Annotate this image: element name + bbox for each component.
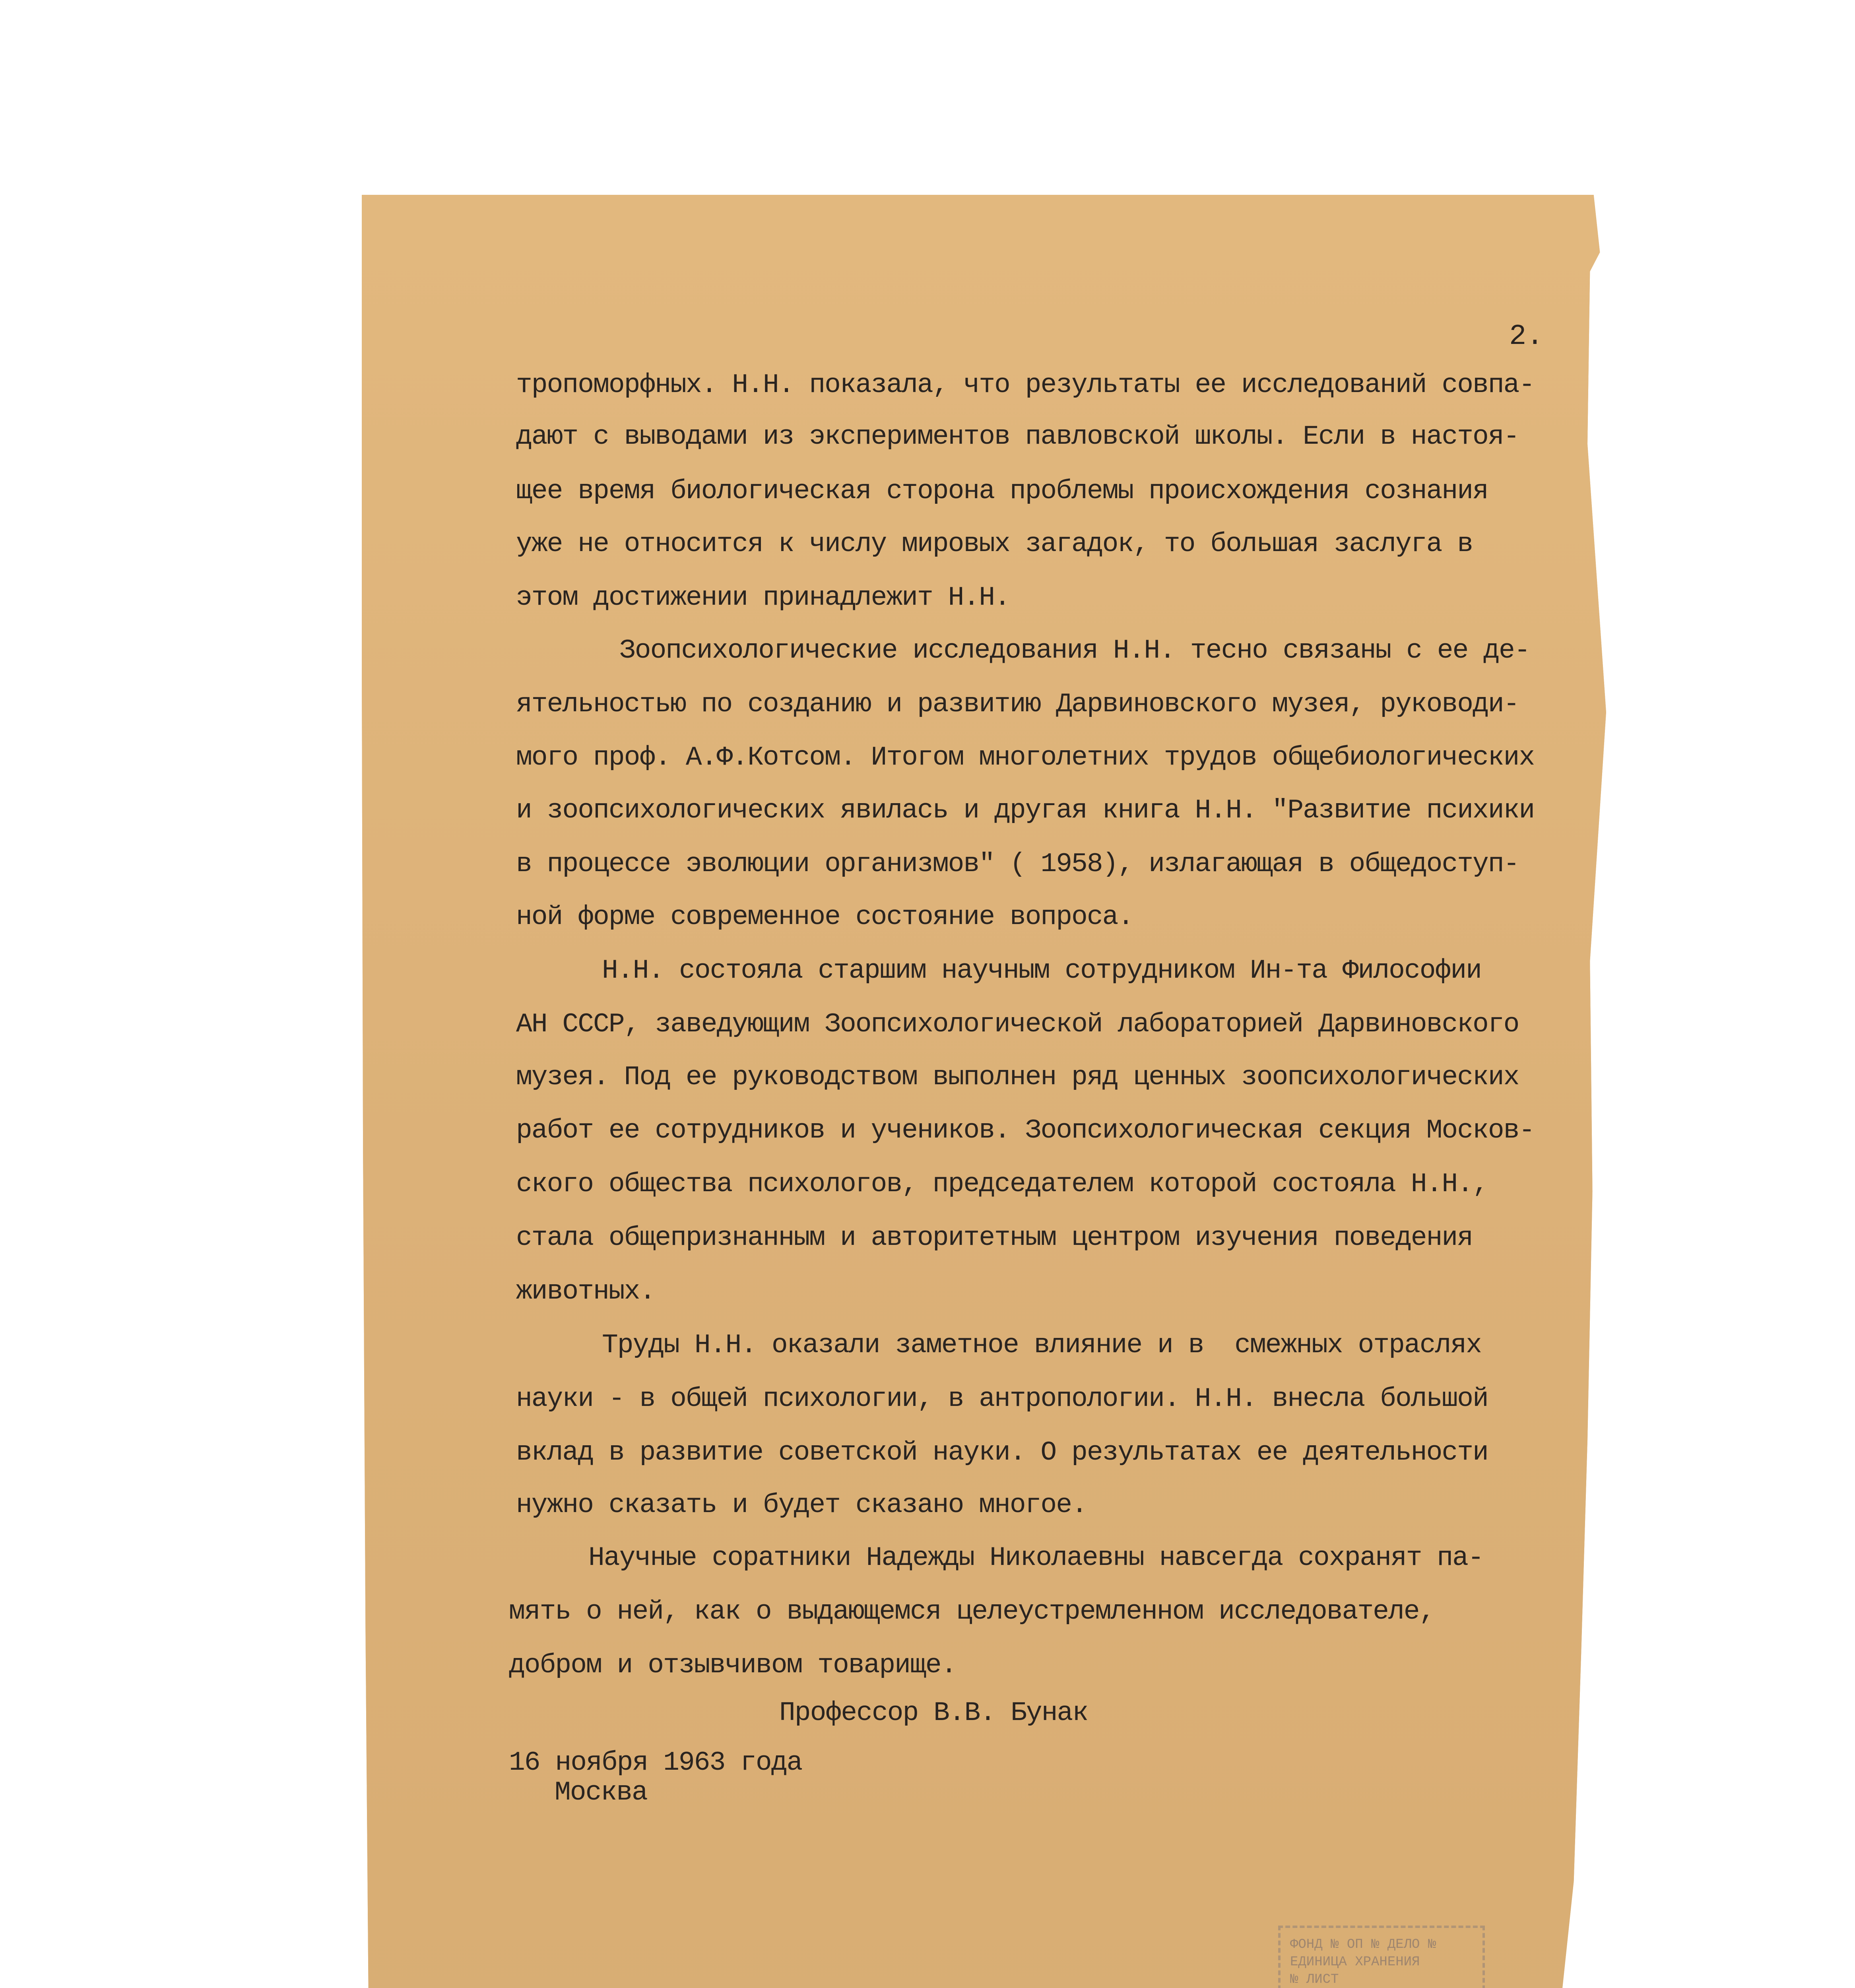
text-line: Научные соратники Надежды Николаевны навсегда сохранят па- xyxy=(588,1543,1483,1573)
text-line: ной форме современное состояние вопроса. xyxy=(516,902,1133,932)
text-line: работ ее сотрудников и учеников. Зоопсихологическая секция Москов- xyxy=(516,1115,1535,1146)
page-number: 2. xyxy=(1509,320,1544,353)
city-line: Москва xyxy=(555,1777,647,1808)
text-line: вклад в развитие советской науки. О результатах ее деятельности xyxy=(516,1437,1488,1468)
stamp-line: ФОНД № ОП № ДЕЛО № xyxy=(1290,1937,1436,1952)
text-line: Н.Н. состояла старшим научным сотрудником Ин-та Философии xyxy=(602,955,1481,986)
text-line: АН СССР, заведующим Зоопсихологической лабораторией Дарвиновского xyxy=(516,1009,1519,1040)
text-line: мого проф. А.Ф.Котсом. Итогом многолетних трудов общебиологических xyxy=(516,742,1535,773)
text-line: мять о ней, как о выдающемся целеустремленном исследователе, xyxy=(509,1596,1435,1627)
text-line: этом достижении принадлежит Н.Н. xyxy=(516,582,1010,613)
text-line: дают с выводами из экспериментов павловской школы. Если в настоя- xyxy=(516,421,1519,452)
text-line: щее время биологическая сторона проблемы происхождения сознания xyxy=(516,476,1488,507)
stamp-line: ЕДИНИЦА ХРАНЕНИЯ xyxy=(1290,1955,1420,1970)
text-line: ского общества психологов, председателем которой состояла Н.Н., xyxy=(516,1169,1488,1200)
text-line: музея. Под ее руководством выполнен ряд ценных зоопсихологических xyxy=(516,1062,1519,1093)
text-line: нужно сказать и будет сказано многое. xyxy=(516,1490,1087,1520)
date-line: 16 ноября 1963 года xyxy=(509,1747,802,1778)
stamp-line: № ЛИСТ xyxy=(1290,1972,1339,1988)
text-line: Труды Н.Н. оказали заметное влияние и в смежных отраслях xyxy=(602,1330,1481,1361)
text-line: добром и отзывчивом товарище. xyxy=(509,1650,957,1681)
text-line: животных. xyxy=(516,1276,655,1307)
text-line: науки - в общей психологии, в антропологии. Н.Н. внесла большой xyxy=(516,1384,1488,1414)
signature: Профессор В.В. Бунак xyxy=(779,1698,1088,1728)
archive-stamp xyxy=(1278,1926,1485,1988)
text-line: стала общепризнанным и авторитетным центром изучения поведения xyxy=(516,1223,1473,1253)
text-line: Зоопсихологические исследования Н.Н. тесно связаны с ее де- xyxy=(619,635,1530,666)
text-line: ятельностью по созданию и развитию Дарвиновского музея, руководи- xyxy=(516,689,1519,720)
text-line: в процессе эволюции организмов" ( 1958), излагающая в общедоступ- xyxy=(516,849,1519,879)
text-line: уже не относится к числу мировых загадок, то большая заслуга в xyxy=(516,529,1473,559)
text-line: и зоопсихологических явилась и другая книга Н.Н. "Развитие психики xyxy=(516,795,1535,826)
text-line: тропоморфных. Н.Н. показала, что результаты ее исследований совпа- xyxy=(516,370,1535,400)
